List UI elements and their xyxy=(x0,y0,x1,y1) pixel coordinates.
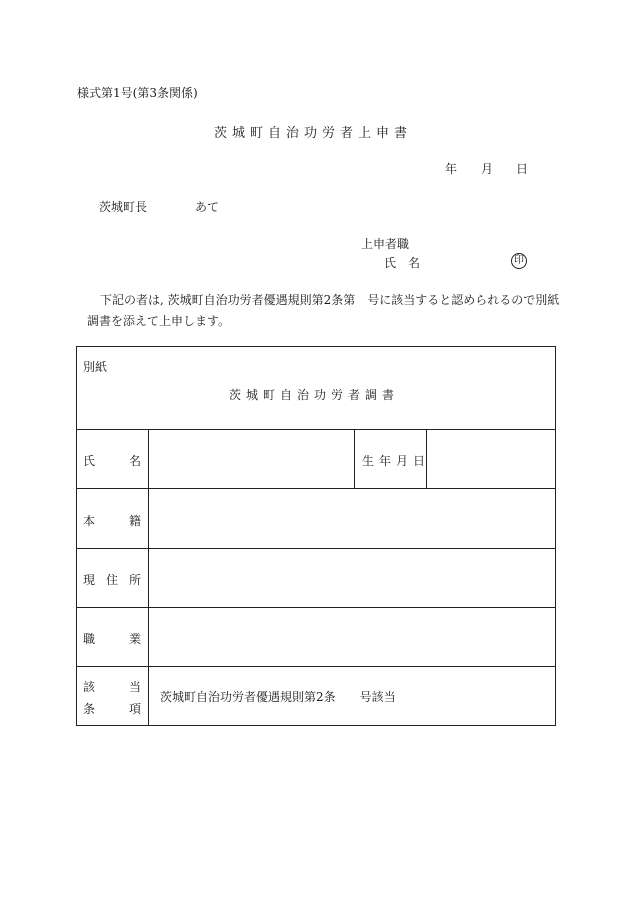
date-month-label: 月 xyxy=(481,162,494,176)
birth-date-label: 生年月日 xyxy=(362,454,431,468)
birth-column-divider-left xyxy=(354,429,355,488)
date-year-label: 年 xyxy=(445,162,458,176)
applicant-position-label: 上申者職 xyxy=(361,237,410,251)
domicile-label: 本 籍 xyxy=(83,514,141,528)
addressee-suffix: あて xyxy=(195,200,220,214)
body-text-line1: 下記の者は, 茨城町自治功労者優遇規則第2条第 号に該当すると認められるので別紙 xyxy=(100,293,560,307)
body-text-line2: 調書を添えて上申します。 xyxy=(87,314,231,328)
clause-label-line2: 条 項 xyxy=(83,702,141,716)
attachment-label: 別紙 xyxy=(83,360,108,374)
applicant-name-label: 氏 名 xyxy=(384,256,421,270)
addressee-name: 茨城町長 xyxy=(99,200,148,214)
label-column-divider xyxy=(148,429,149,726)
name-label: 氏 名 xyxy=(83,454,141,468)
occupation-label: 職 業 xyxy=(83,632,141,646)
seal-mark: 印 xyxy=(511,253,527,269)
date-day-label: 日 xyxy=(516,162,529,176)
document-title: 茨城町自治功労者上申書 xyxy=(214,126,413,141)
form-title: 茨城町自治功労者調書 xyxy=(229,388,400,402)
clause-value: 茨城町自治功労者優遇規則第2条 号該当 xyxy=(160,690,396,704)
address-label: 現 住 所 xyxy=(83,573,141,587)
clause-label-line1: 該 当 xyxy=(83,680,141,694)
attachment-form xyxy=(76,346,556,726)
form-number: 様式第1号(第3条関係) xyxy=(77,86,198,100)
